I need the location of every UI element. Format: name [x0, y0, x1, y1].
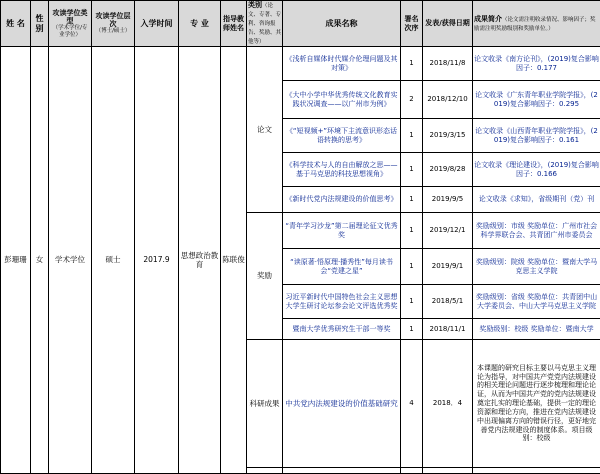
- paper-title: 《浅析自媒体时代媒介伦理问题及其对策》: [283, 47, 401, 81]
- award-title: 习近平新时代中国特色社会主义思想大学生研讨论坛参会论文评选优秀奖: [283, 285, 401, 319]
- header-gender: 性别: [31, 1, 49, 47]
- header-publish-time: 发表/获得日期: [423, 1, 473, 47]
- header-degree-level-note: （博士/硕士）: [93, 28, 133, 35]
- header-degree-level: [92, 1, 135, 47]
- paper-date: 2019/3/15: [423, 119, 473, 153]
- paper-rank: 1: [401, 153, 423, 187]
- paper-rank: 2: [401, 81, 423, 119]
- empty-cell: [247, 468, 283, 474]
- header-achievement: 成果名称: [283, 1, 401, 47]
- table-row: [1, 47, 600, 81]
- award-summary: 奖励级别：市级 奖励单位：广州市社会科学界联合会、共青团广州市委员会: [473, 213, 600, 249]
- award-rank: 1: [401, 319, 423, 340]
- header-category-note: （论文、专著、专利、咨询报告、奖励、其他等）: [248, 3, 281, 45]
- paper-title: 《新时代党内法规建设的价值思考》: [283, 187, 401, 213]
- empty-cell: [283, 468, 401, 474]
- award-title: “青年学习沙龙”第二届理论征文优秀奖: [283, 213, 401, 249]
- paper-rank: 1: [401, 47, 423, 81]
- award-date: 2019/9/1: [423, 249, 473, 285]
- header-degree-type-label: 攻读学位类型: [50, 9, 90, 25]
- student-degree-level: 硕士: [92, 47, 135, 474]
- header-degree-type-note: （学术学位/专业学位）: [50, 25, 90, 39]
- empty-cell: [423, 468, 473, 474]
- header-degree-level-label: 攻读学位层次: [93, 12, 133, 28]
- award-title: 暨南大学优秀研究生干部一等奖: [283, 319, 401, 340]
- header-major: 专 业: [179, 1, 221, 47]
- paper-summary: 论文收录《南方论刊》，(2019)复合影响因子：0.177: [473, 47, 600, 81]
- award-title: “读原著·悟原理·播秀性”每月读书会“党建之星”: [283, 249, 401, 285]
- paper-date: 2018/11/8: [423, 47, 473, 81]
- paper-summary: 论文收录《山西青年职业学院学报》，(2019)复合影响因子：0.161: [473, 119, 600, 153]
- header-supervisor: 指导教师姓名: [221, 1, 247, 47]
- research-summary: 本课题的研究目标主要以马克思主义理论为指导，对中国共产党党内法规建设的相关理论问题进行逐步梳理和理论论证，从而为中国共产党的党内法规建设奠定扎实的理论基础，提供一定的理论资源和理论方向，推进在党内法规建设中出现偏离方向的错误行径，更好地完善党内法规建设的制度体系。项目级别：校级: [473, 340, 600, 468]
- research-date: 2018．4: [423, 340, 473, 468]
- paper-rank: 1: [401, 187, 423, 213]
- header-summary-label: 成果简介: [474, 15, 502, 23]
- paper-date: 2019/8/28: [423, 153, 473, 187]
- header-category: [247, 1, 283, 47]
- award-date: 2018/11/1: [423, 319, 473, 340]
- header-category-label: 类别: [248, 1, 262, 9]
- paper-date: 2019/9/5: [423, 187, 473, 213]
- paper-title: 《“短视频+”环境下主流意识形态话语转换的思考》: [283, 119, 401, 153]
- header-enroll-time: 入学时间: [135, 1, 179, 47]
- paper-title: 《科学技术与人的自由解放之思——基于马克思的科技思想视角》: [283, 153, 401, 187]
- header-name: 姓 名: [1, 1, 31, 47]
- award-summary: 奖励级别：院级 奖励单位：暨南大学马克思主义学院: [473, 249, 600, 285]
- student-enroll-time: 2017.9: [135, 47, 179, 474]
- student-name: 彭珊珊: [1, 47, 31, 474]
- paper-date: 2018/12/10: [423, 81, 473, 119]
- award-summary: 奖励级别：校级 奖励单位：暨南大学: [473, 319, 600, 340]
- award-date: 2018/5/1: [423, 285, 473, 319]
- student-degree-type: 学术学位: [49, 47, 92, 474]
- paper-title: 《大中小学中华优秀传统文化教育实践状况调查——以广州市为例》: [283, 81, 401, 119]
- student-supervisor: 陈联俊: [221, 47, 247, 474]
- header-degree-type: [49, 1, 92, 47]
- header-row: [1, 1, 600, 47]
- empty-cell: [401, 468, 423, 474]
- student-major: 思想政治教育: [179, 47, 221, 474]
- header-summary-note: （论文需注明收录情况、影响因子；奖励需注明奖励级别和奖励单位。）: [474, 17, 596, 32]
- research-title: 中共党内法规建设的价值基础研究: [283, 340, 401, 468]
- group-papers: 论文: [247, 47, 283, 213]
- award-rank: 1: [401, 213, 423, 249]
- group-research: 科研成果: [247, 340, 283, 468]
- award-rank: 1: [401, 249, 423, 285]
- empty-cell: [473, 468, 600, 474]
- header-summary: [473, 1, 600, 47]
- award-rank: 1: [401, 285, 423, 319]
- research-rank: 4: [401, 340, 423, 468]
- paper-rank: 1: [401, 119, 423, 153]
- paper-summary: 论文收录《理论建设》，(2019)复合影响因子：0.166: [473, 153, 600, 187]
- award-summary: 奖励级别：省级 奖励单位：共青团中山大学委员会、中山大学马克思主义学院: [473, 285, 600, 319]
- group-awards: 奖励: [247, 213, 283, 340]
- award-date: 2019/12/1: [423, 213, 473, 249]
- header-author-rank: 署名次序: [401, 1, 423, 47]
- paper-summary: 论文收录《广东青年职业学院学报》，(2019)复合影响因子：0.295: [473, 81, 600, 119]
- student-gender: 女: [31, 47, 49, 474]
- paper-summary: 论文收录《求知》，省级期刊（党）刊: [473, 187, 600, 213]
